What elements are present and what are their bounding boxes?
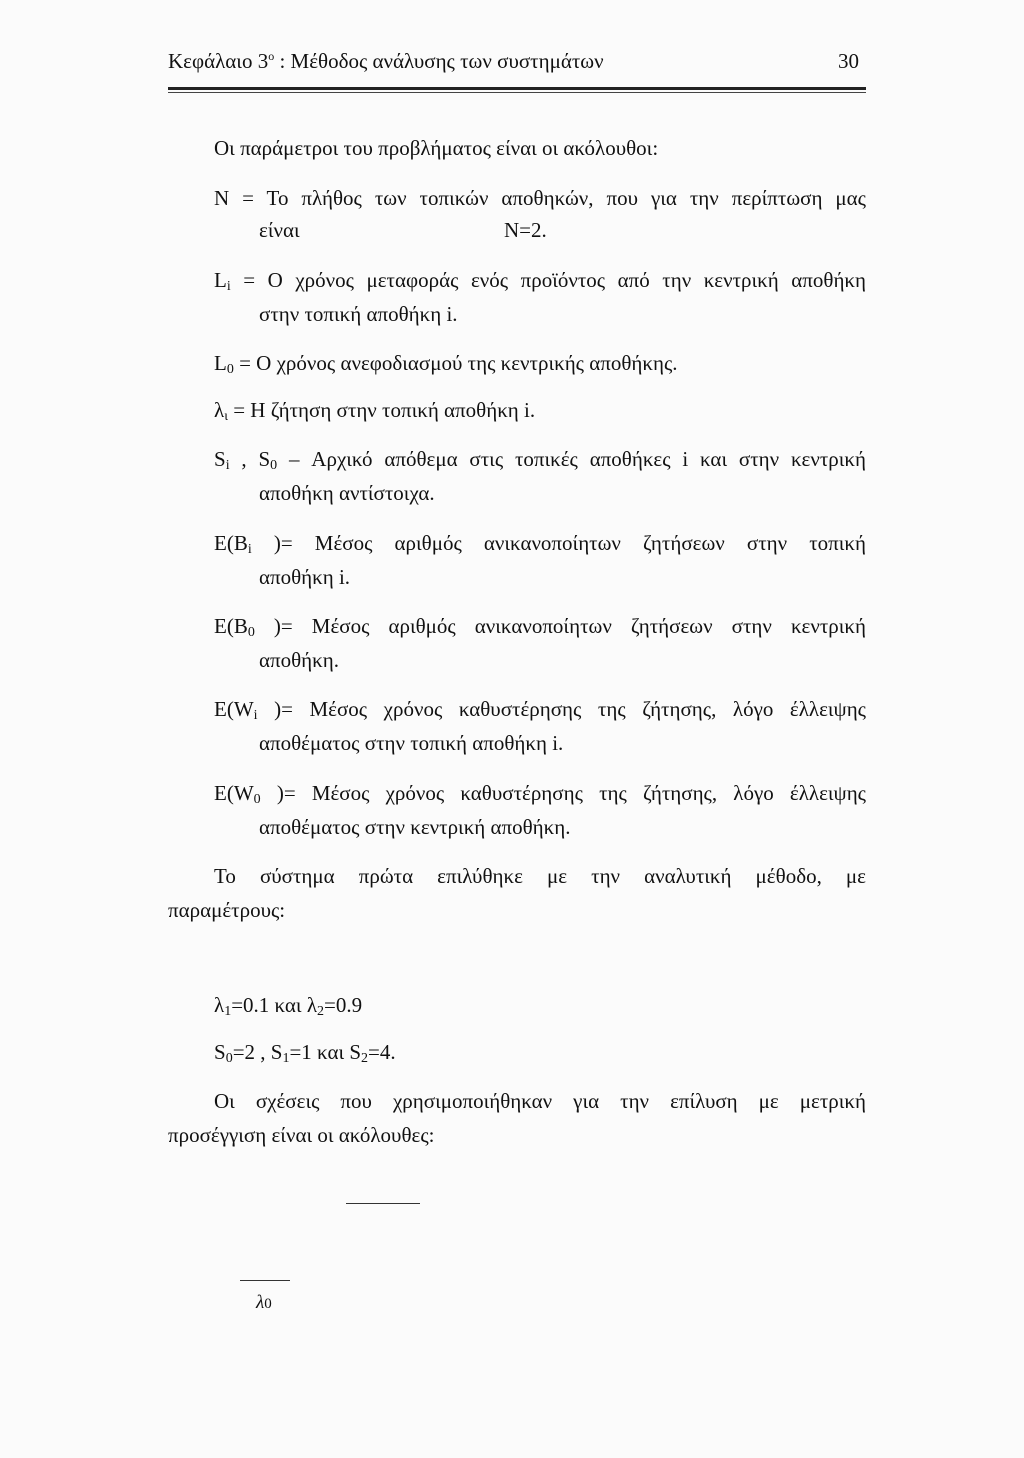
running-header bbox=[168, 49, 604, 74]
s0-symbol: S bbox=[214, 1040, 226, 1064]
param-s-line1 bbox=[214, 447, 866, 474]
s-symbol-i: S bbox=[214, 447, 226, 471]
relations-line2: προσέγγιση είναι οι ακόλουθες: bbox=[168, 1123, 435, 1147]
param-eb0-line1 bbox=[214, 614, 866, 641]
ewi-sub: i bbox=[253, 708, 258, 723]
param-n-line1: Ν = Το πλήθος των τοπικών αποθηκών, που για την περίπτωση μας bbox=[214, 186, 866, 210]
solved-line1: Το σύστημα πρώτα επιλύθηκε με την αναλυτική μέθοδο, με bbox=[214, 864, 866, 888]
ew0-text: )= Μέσος χρόνος καθυστέρησης της ζήτησης, λόγο έλλειψης bbox=[260, 781, 866, 805]
eb0-text: )= Μέσος αριθμός ανικανοποίητων ζητήσεων στην κεντρική bbox=[254, 614, 866, 638]
lambda-sub: ι bbox=[224, 409, 228, 424]
s-values-mid2: =1 και S bbox=[289, 1040, 362, 1064]
ebi-pre: Ε(Β bbox=[214, 531, 248, 555]
param-n-line2-a: είναι bbox=[259, 218, 300, 242]
intro-text: Οι παράμετροι του προβλήματος είναι οι ακόλουθοι: bbox=[214, 136, 659, 160]
formula-overline-left bbox=[240, 1280, 290, 1281]
param-ew0-line1 bbox=[214, 781, 866, 808]
lambda1-sub: 1 bbox=[224, 1004, 232, 1019]
ew0-sub: 0 bbox=[253, 792, 261, 807]
page-number: 30 bbox=[838, 49, 859, 73]
lambda-values-mid: =0.1 και λ bbox=[231, 993, 318, 1017]
ew0-pre: Ε(W bbox=[214, 781, 254, 805]
chapter-title: : Μέθοδος ανάλυσης των συστημάτων bbox=[274, 49, 604, 73]
li-sub: i bbox=[226, 279, 231, 294]
s-text: – Αρχικό απόθεμα στις τοπικές αποθήκες i και στην κεντρική bbox=[277, 447, 866, 471]
s-values bbox=[214, 1040, 396, 1067]
li-text: = Ο χρόνος μεταφοράς ενός προϊόντος από την κεντρική αποθήκη bbox=[230, 268, 866, 292]
chapter-superscript: ο bbox=[268, 49, 275, 63]
lambda1-symbol: λ bbox=[214, 993, 225, 1017]
formula-overline-right bbox=[346, 1203, 420, 1204]
param-ebi-line2: αποθήκη i. bbox=[259, 565, 351, 589]
lambda-values-end: =0.9 bbox=[324, 993, 363, 1017]
param-li-line2: στην τοπική αποθήκη i. bbox=[259, 302, 458, 326]
l0-sub: 0 bbox=[226, 362, 234, 377]
ebi-sub: i bbox=[247, 542, 252, 557]
param-n-line2-b: Ν=2. bbox=[504, 218, 547, 242]
s0-sub: 0 bbox=[225, 1051, 233, 1066]
formula-lambda-sub: 0 bbox=[264, 1296, 272, 1312]
header-rule-thin bbox=[168, 92, 866, 93]
param-ebi-line1 bbox=[214, 531, 866, 558]
param-li-line1 bbox=[214, 268, 866, 295]
param-s-line2: αποθήκη αντίστοιχα. bbox=[259, 481, 435, 505]
s-sub-i: i bbox=[225, 458, 230, 473]
ebi-text: )= Μέσος αριθμός ανικανοποίητων ζητήσεων στην τοπική bbox=[251, 531, 866, 555]
ewi-text: )= Μέσος χρόνος καθυστέρησης της ζήτησης, λόγο έλλειψης bbox=[257, 697, 866, 721]
s1-sub: 1 bbox=[282, 1051, 290, 1066]
eb0-sub: 0 bbox=[247, 625, 255, 640]
s-sub-0: 0 bbox=[270, 458, 278, 473]
eb0-pre: Ε(Β bbox=[214, 614, 248, 638]
lambda2-sub: 2 bbox=[317, 1004, 325, 1019]
lambda-symbol: λ bbox=[214, 398, 225, 422]
relations-line1: Οι σχέσεις που χρησιμοποιήθηκαν για την επίλυση με μετρική bbox=[214, 1089, 866, 1113]
s-mid: , S bbox=[229, 447, 271, 471]
li-symbol: L bbox=[214, 268, 227, 292]
param-ew0-line2: αποθέματος στην κεντρική αποθήκη. bbox=[259, 815, 571, 839]
solved-line2: παραμέτρους: bbox=[168, 898, 286, 922]
s-values-end: =4. bbox=[368, 1040, 396, 1064]
lambda-text: = Η ζήτηση στην τοπική αποθήκη i. bbox=[227, 398, 536, 422]
ewi-pre: Ε(W bbox=[214, 697, 254, 721]
param-ewi-line2: αποθέματος στην τοπική αποθήκη i. bbox=[259, 731, 564, 755]
l0-text: = Ο χρόνος ανεφοδιασμού της κεντρικής αποθήκης. bbox=[233, 351, 678, 375]
param-eb0-line2: αποθήκη. bbox=[259, 648, 339, 672]
chapter-prefix: Κεφάλαιο 3 bbox=[168, 49, 269, 73]
formula-lambda-symbol: λ bbox=[256, 1292, 265, 1313]
lambda-values bbox=[214, 993, 362, 1020]
s-values-mid1: =2 , S bbox=[232, 1040, 283, 1064]
param-ewi-line1 bbox=[214, 697, 866, 724]
l0-symbol: L bbox=[214, 351, 227, 375]
formula-lambda0 bbox=[256, 1292, 272, 1314]
param-lambda bbox=[214, 398, 535, 425]
s2-sub: 2 bbox=[361, 1051, 369, 1066]
param-l0 bbox=[214, 351, 678, 378]
header-rule-thick bbox=[168, 87, 866, 90]
